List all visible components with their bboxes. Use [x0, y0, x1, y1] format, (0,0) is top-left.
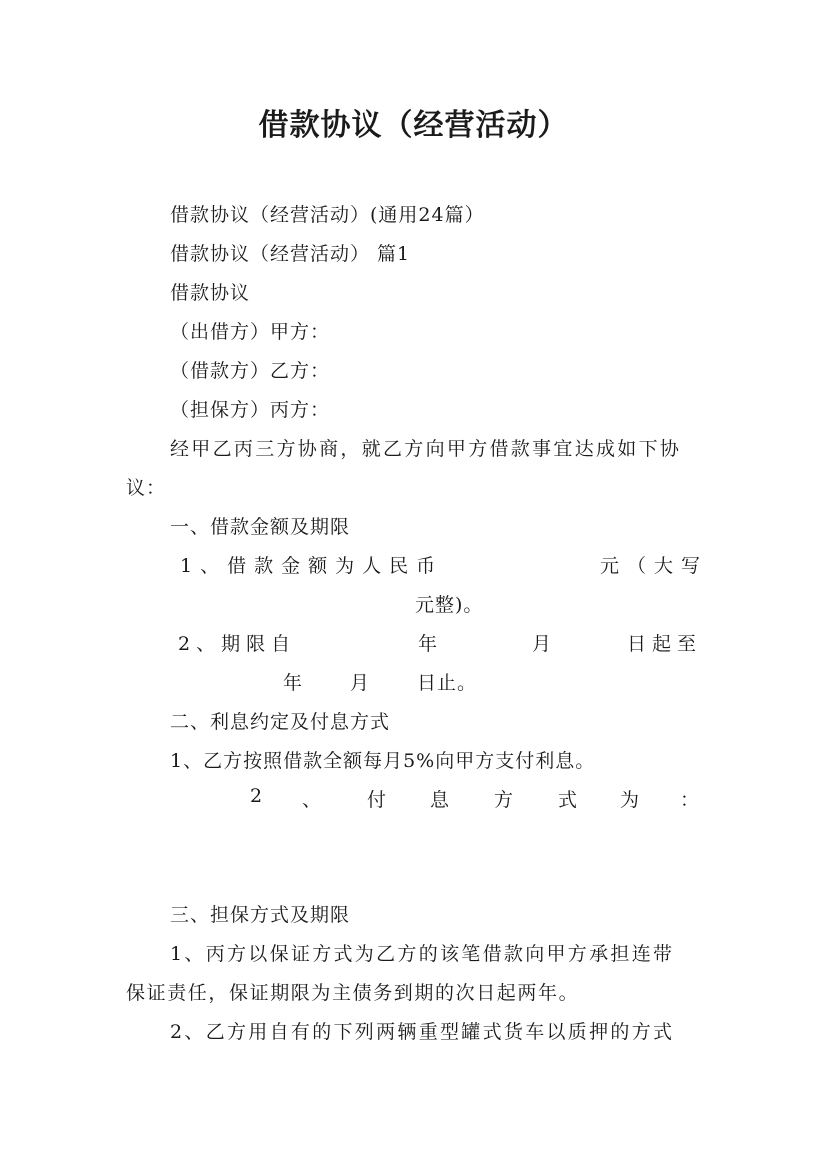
section-1-title: 一、借款金额及期限 [170, 516, 351, 538]
s2-item2-c3: 息 [430, 789, 450, 811]
party-guarantor: （担保方）丙方： [170, 399, 331, 421]
s1-item2-label: 2、期限自 [178, 633, 297, 655]
intro-line-1: 经甲乙丙三方协商，就乙方向甲方借款事宜达成如下协 [170, 438, 682, 460]
s3-item1-line2: 保证责任，保证期限为主债务到期的次日起两年。 [126, 982, 580, 1004]
s1-item2-end-month: 月 [350, 672, 371, 694]
s2-item2-c1: 、 [302, 789, 322, 811]
s1-item1-label: 1、借款金额为人民币 [180, 555, 444, 577]
s3-item1-line1: 1、丙方以保证方式为乙方的该笔借款向甲方承担连带 [170, 943, 675, 965]
s1-item2-month: 月 [532, 633, 553, 655]
s1-item2-end-year: 年 [283, 672, 304, 694]
s1-item1-yuanzheng: 元整)。 [415, 594, 484, 616]
party-lender: （出借方）甲方： [170, 321, 331, 343]
s2-item2-c5: 式 [558, 789, 578, 811]
s1-item1-daxie: 元（大写 [600, 555, 709, 577]
s1-item2-start-day: 日起至 [627, 633, 703, 655]
s1-item2-end-day: 日止。 [417, 672, 478, 694]
document-title: 借款协议（经营活动） [258, 108, 569, 143]
s2-item2-c2: 付 [367, 789, 387, 811]
section-3-title: 三、担保方式及期限 [170, 904, 351, 926]
chapter-heading: 借款协议（经营活动） 篇1 [170, 243, 411, 265]
s2-item1: 1、乙方按照借款全额每月5%向甲方支付利息。 [170, 750, 596, 772]
agreement-heading: 借款协议 [170, 282, 251, 304]
s3-item2-line1: 2、乙方用自有的下列两辆重型罐式货车以质押的方式 [170, 1021, 675, 1043]
document-subtitle: 借款协议（经营活动）(通用24篇） [170, 204, 485, 226]
section-2-title: 二、利息约定及付息方式 [170, 711, 391, 733]
s2-item2-c7: ： [680, 789, 700, 811]
intro-line-2: 议： [126, 477, 167, 499]
s2-item2-c0: 2 [250, 785, 263, 807]
s2-item2-c6: 为 [620, 789, 640, 811]
s2-item2-c4: 方 [494, 789, 514, 811]
party-borrower: （借款方）乙方： [170, 360, 331, 382]
s1-item2-year: 年 [418, 633, 439, 655]
